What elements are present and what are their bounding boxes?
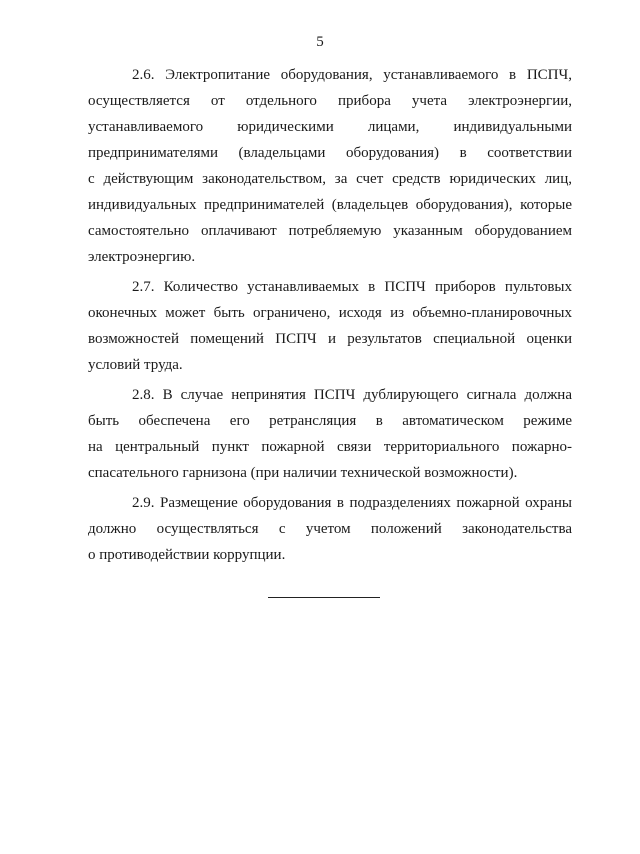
text-line: о противодействии коррупции. xyxy=(88,547,286,563)
text-line: самостоятельно оплачивают потребляемую указанным оборудованием xyxy=(88,223,572,239)
text-line: 2.8. В случае непринятия ПСПЧ дублирующего сигнала должна xyxy=(132,387,572,403)
text-line: осуществляется от отдельного прибора учета электроэнергии, xyxy=(88,93,572,109)
paragraph-1 xyxy=(88,62,572,270)
paragraph-3 xyxy=(88,382,572,486)
text-line: индивидуальных предпринимателей (владельцев оборудования), которые xyxy=(88,197,572,213)
paragraph-4 xyxy=(88,490,572,568)
document-body xyxy=(88,62,572,572)
text-line: 2.6. Электропитание оборудования, устанавливаемого в ПСПЧ, xyxy=(132,67,572,83)
text-line: возможностей помещений ПСПЧ и результатов специальной оценки xyxy=(88,331,572,347)
page-number: 5 xyxy=(316,34,324,50)
text-line: быть обеспечена его ретрансляция в автоматическом режиме xyxy=(88,413,572,429)
text-line: 2.9. Размещение оборудования в подразделениях пожарной охраны xyxy=(132,495,572,511)
text-line: предпринимателями (владельцами оборудования) в соответствии xyxy=(88,145,572,161)
text-line: на центральный пункт пожарной связи территориального пожарно- xyxy=(88,439,572,455)
text-line: условий труда. xyxy=(88,357,183,373)
paragraph-2 xyxy=(88,274,572,378)
text-line: 2.7. Количество устанавливаемых в ПСПЧ приборов пультовых xyxy=(132,279,572,295)
text-line: оконечных может быть ограничено, исходя из объемно-планировочных xyxy=(88,305,572,321)
end-separator-line xyxy=(268,597,380,598)
text-line: электроэнергию. xyxy=(88,249,196,265)
text-line: с действующим законодательством, за счет средств юридических лиц, xyxy=(88,171,572,187)
text-line: должно осуществляться с учетом положений законодательства xyxy=(88,521,572,537)
text-line: устанавливаемого юридическими лицами, индивидуальными xyxy=(88,119,572,135)
text-line: спасательного гарнизона (при наличии технической возможности). xyxy=(88,465,518,481)
